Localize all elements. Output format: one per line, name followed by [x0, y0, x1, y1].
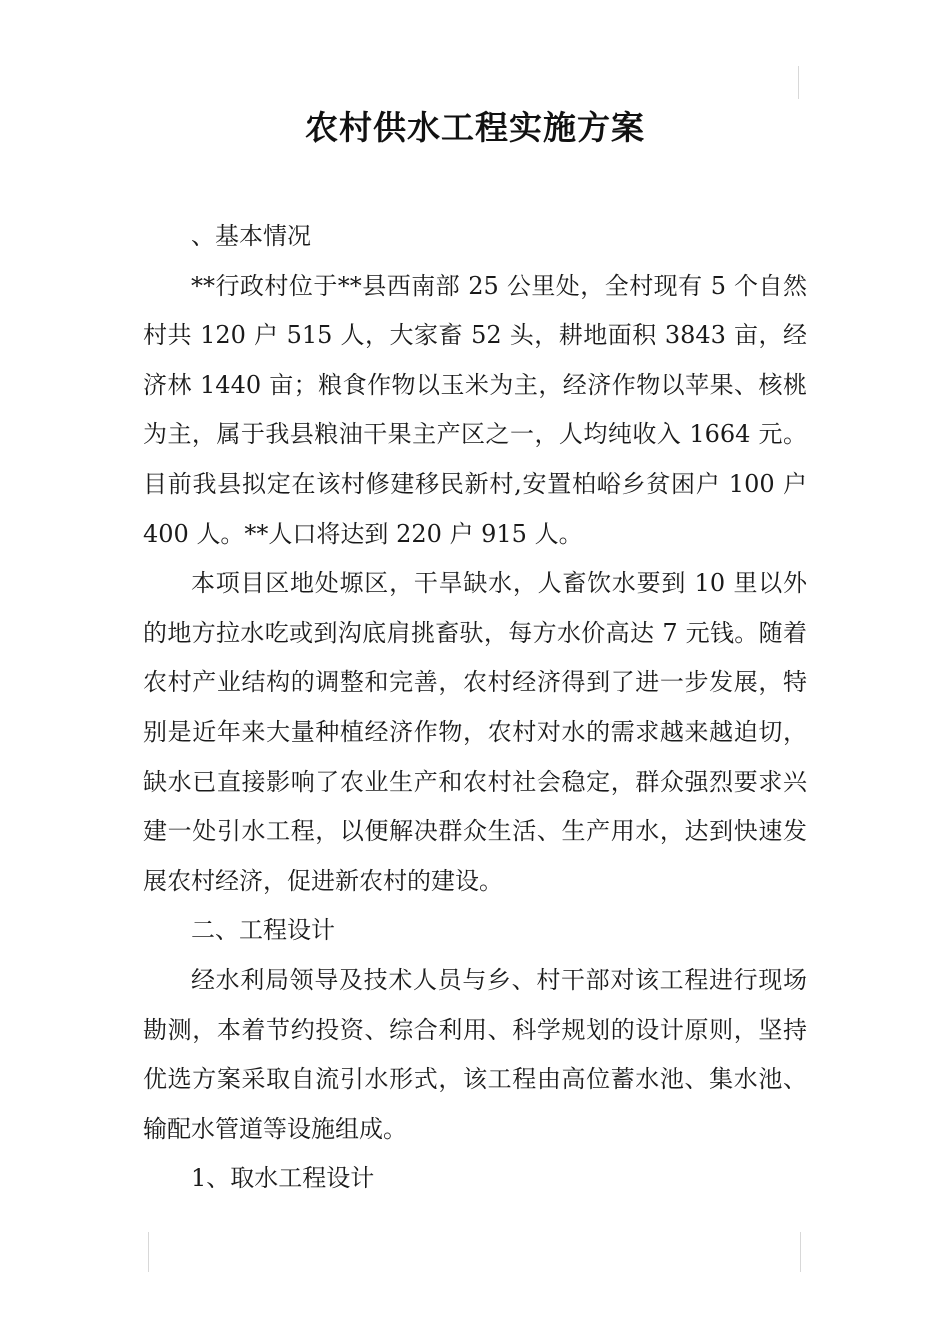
paragraph-design-principles: 经水利局领导及技术人员与乡、村干部对该工程进行现场勘测，本着节约投资、综合利用、科学规划的设计原则，坚持优选方案采取自流引水形式，该工程由高位蓄水池、集水池、输配水管道等设施组成。 [143, 965, 807, 1143]
document-body [143, 212, 807, 1204]
subsection-heading-intake-design: 1、取水工程设计 [191, 1164, 375, 1193]
section-heading-basic-situation: 、基本情况 [191, 222, 311, 250]
corner-crop-mark-bottom-left [148, 1232, 149, 1272]
document-title: 农村供水工程实施方案 [305, 108, 645, 147]
paragraph-village-overview: **行政村位于**县西南部 25 公里处，全村现有 5 个自然村共 120 户 515 人，大家畜 52 头，耕地面积 3843 亩，经济林 1440 亩；粮食作物以玉米为主，经济作物以苹果、核桃为主，属于我县粮油干果主产区之一，人均纯收入 1664 元。目前我县拟定在该村修建移民新村,安置柏峪乡贫困户 100 户 400 人。**人口将达到 220 户 915 人。 [143, 271, 807, 548]
section-heading-engineering-design: 二、工程设计 [191, 916, 335, 945]
paragraph-water-shortage: 本项目区地处塬区，干旱缺水，人畜饮水要到 10 里以外的地方拉水吃或到沟底肩挑畜驮，每方水价高达 7 元钱。随着农村产业结构的调整和完善，农村经济得到了进一步发展，特别是近年来大量种植经济作物，农村对水的需求越来越迫切，缺水已直接影响了农业生产和农村社会稳定，群众强烈要求兴建一处引水工程，以便解决群众生活、生产用水，达到快速发展农村经济，促进新农村的建设。 [143, 569, 807, 895]
corner-crop-mark-bottom-right [800, 1232, 801, 1272]
corner-crop-mark-top-right [798, 66, 799, 99]
